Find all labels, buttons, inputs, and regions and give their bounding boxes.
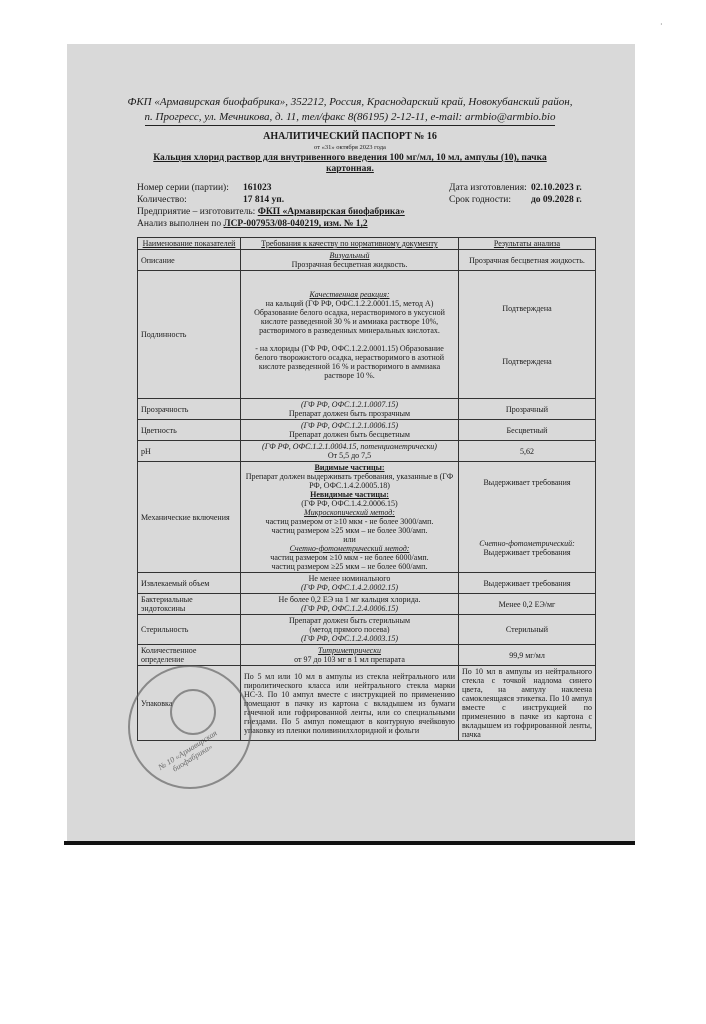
table-row-ph bbox=[138, 441, 596, 462]
row-name: Стерильность bbox=[138, 615, 241, 645]
analysis-label: Анализ выполнен по bbox=[137, 219, 222, 229]
table-row-description bbox=[138, 250, 596, 271]
column-header-parameter: Наименование показателей bbox=[138, 238, 241, 250]
photometric-limit-25: частиц размером ≥25 мкм – не более 600/амп. bbox=[271, 562, 428, 571]
row-result: Выдерживает требования bbox=[459, 573, 596, 594]
reference: (ГФ РФ, ОФС.1.2.1.0006.15) bbox=[300, 421, 399, 430]
table-row-assay bbox=[138, 645, 596, 666]
requirement-text: Препарат должен быть бесцветным bbox=[289, 430, 410, 439]
company-stamp bbox=[128, 665, 252, 789]
row-requirement bbox=[241, 399, 459, 420]
row-name: Механические включения bbox=[138, 462, 241, 573]
quantity-label: Количество: bbox=[137, 195, 187, 205]
passport-title-block bbox=[70, 131, 630, 175]
visible-particles-heading: Видимые частицы: bbox=[314, 463, 385, 472]
requirement-text: От 5,5 до 7,5 bbox=[327, 451, 372, 460]
row-result: По 10 мл в ампулы из нейтрального стекла с точкой надлома синего цвета, на ампулу наклеена самоклеящаяся этикетка. По 10 ампул вместе с инструкцией по применению в пачке из картона с вкладышем из гофрированной ленты, пачка bbox=[459, 666, 596, 741]
series-label: Номер серии (партии): bbox=[137, 183, 229, 193]
page-bottom-rule bbox=[64, 841, 635, 845]
requirement-text: Не более 0,2 ЕЭ на 1 мг кальция хлорида. bbox=[278, 595, 421, 604]
table-row-sterility bbox=[138, 615, 596, 645]
microscopic-method-label: Микроскопический метод: bbox=[304, 508, 395, 517]
row-result bbox=[459, 462, 596, 573]
photometric-method-label: Счетно-фотометрический метод: bbox=[289, 544, 410, 553]
result-chlorides: Подтверждена bbox=[502, 356, 552, 366]
stamp-emblem-icon bbox=[170, 689, 216, 735]
row-requirement bbox=[241, 250, 459, 271]
row-result: 5,62 bbox=[459, 441, 596, 462]
row-name: Извлекаемый объем bbox=[138, 573, 241, 594]
table-row-clarity bbox=[138, 399, 596, 420]
row-name: Количественное определение bbox=[138, 645, 241, 666]
row-result: Бесцветный bbox=[459, 420, 596, 441]
requirement-text: Не менее номинального bbox=[308, 574, 391, 583]
requirement-calcium: на кальций (ГФ РФ, ОФС.1.2.2.0001.15, метод А) Образование белого осадка, нерастворимого в уксусной кислоте разведенной 30 % и аммиака растворе 10%, растворимого в разведенных минеральных кислотах. bbox=[254, 298, 445, 335]
letterhead bbox=[70, 95, 630, 126]
row-name: Упаковка bbox=[138, 666, 241, 741]
row-requirement bbox=[241, 271, 459, 399]
row-result: Прозрачный bbox=[459, 399, 596, 420]
row-name: Подлинность bbox=[138, 271, 241, 399]
reference: (ГФ РФ, ОФС.1.2.1.0004.15, потенциометрически) bbox=[262, 442, 437, 451]
product-name-line-2: картонная. bbox=[326, 164, 374, 174]
passport-title: АНАЛИТИЧЕСКИЙ ПАСПОРТ № 16 bbox=[263, 131, 437, 142]
expiry-value: до 09.2028 г. bbox=[531, 195, 582, 205]
manufacture-date-value: 02.10.2023 г. bbox=[531, 183, 582, 193]
row-requirement bbox=[241, 615, 459, 645]
row-name: Описание bbox=[138, 250, 241, 271]
expiry-label: Срок годности: bbox=[449, 195, 511, 205]
table-row-color bbox=[138, 420, 596, 441]
microscopic-limit-25: частиц размером ≥25 мкм – не более 300/амп. bbox=[271, 526, 428, 535]
reference: (ГФ РФ, ОФС.1.4.2.0006.15) bbox=[301, 499, 398, 508]
row-name: Цветность bbox=[138, 420, 241, 441]
row-result bbox=[459, 271, 596, 399]
method-label: Качественная реакция: bbox=[309, 289, 390, 299]
or-text: или bbox=[343, 535, 356, 544]
row-result: Прозрачная бесцветная жидкость. bbox=[459, 250, 596, 271]
requirement-text: Препарат должен быть прозрачным bbox=[288, 409, 411, 418]
table-header-row bbox=[138, 238, 596, 250]
table-row-mechanical-inclusions bbox=[138, 462, 596, 573]
row-result: Менее 0,2 ЕЭ/мг bbox=[459, 594, 596, 615]
method-label: (метод прямого посева) bbox=[309, 625, 390, 634]
analysis-table bbox=[137, 237, 596, 741]
analysis-line bbox=[137, 219, 368, 230]
analysis-value: ЛСР-007953/08-040219, изм. № 1,2 bbox=[223, 219, 368, 229]
product-name-line-1: Кальция хлорид раствор для внутривенного введения 100 мг/мл, 10 мл, ампулы (10), пачка bbox=[153, 153, 547, 163]
table-row-identity bbox=[138, 271, 596, 399]
manufacturer-label: Предприятие – изготовитель: bbox=[137, 207, 256, 217]
row-name: pH bbox=[138, 441, 241, 462]
manufacture-date-label: Дата изготовления: bbox=[449, 183, 527, 193]
stamp-text: № 10 «Армавирская биофабрика» bbox=[156, 728, 219, 774]
column-header-results: Результаты анализа bbox=[459, 238, 596, 250]
reference: (ГФ РФ, ОФС.1.2.1.0007.15) bbox=[300, 400, 399, 409]
row-requirement bbox=[241, 645, 459, 666]
invisible-particles-heading: Невидимые частицы: bbox=[310, 490, 389, 499]
row-result: Стерильный bbox=[459, 615, 596, 645]
passport-date: от «31» октября 2023 года bbox=[314, 144, 386, 151]
series-value: 161023 bbox=[243, 183, 272, 193]
photometric-result-label: Счетно-фотометрический: bbox=[479, 538, 575, 548]
scan-speck: · bbox=[660, 20, 663, 29]
row-requirement bbox=[241, 441, 459, 462]
table-row-endotoxins bbox=[138, 594, 596, 615]
reference: (ГФ РФ, ОФС.1.2.4.0003.15) bbox=[300, 634, 399, 643]
row-name: Прозрачность bbox=[138, 399, 241, 420]
requirement-text: Препарат должен быть стерильным bbox=[288, 616, 411, 625]
letterhead-line-2: п. Прогресс, ул. Мечникова, д. 11, тел/факс 8(86195) 2-12-11, e-mail: armbio@armbio.bio bbox=[145, 110, 556, 126]
row-requirement bbox=[241, 594, 459, 615]
quantity-value: 17 814 уп. bbox=[243, 195, 285, 205]
photometric-limit-10: частиц размером ≥10 мкм - не более 6000/амп. bbox=[270, 553, 429, 562]
requirement-text: от 97 до 103 мг в 1 мл препарата bbox=[294, 655, 405, 664]
microscopic-limit-10: частиц размером от ≥10 мкм - не более 3000/амп. bbox=[265, 517, 434, 526]
row-requirement bbox=[241, 573, 459, 594]
manufacturer-line bbox=[137, 207, 405, 218]
manufacturer-value: ФКП «Армавирская биофабрика» bbox=[257, 207, 405, 217]
requirement-chlorides: - на хлориды (ГФ РФ, ОФС.1.2.2.0001.15) Образование белого творожистого осадка, нерастворимого в азотной кислоте разведенной 16 % и растворимого в аммиака растворе 10 %. bbox=[254, 343, 445, 380]
reference: (ГФ РФ, ОФС.1.2.4.0006.15) bbox=[300, 604, 399, 613]
row-requirement bbox=[241, 462, 459, 573]
row-requirement: По 5 мл или 10 мл в ампулы из стекла нейтрального или пиролитического класса или нейтрального стекла марки НС-3. По 10 ампул вместе с инструкцией по применению помещают в пачку из картона с вкладышем из бумаги гачечной или гофрированной ленты, или со специальными гнездами. По 5 ампул помещают в контурную ячейковую упаковку из пленки поливинилхлоридной и фольги bbox=[241, 666, 459, 741]
column-header-requirements: Требования к качеству по нормативному документу bbox=[241, 238, 459, 250]
method-label: Титриметрически bbox=[318, 646, 381, 655]
visible-particles-text: Препарат должен выдерживать требования, указанные в (ГФ РФ, ОФС.1.4.2.0005.18) bbox=[245, 472, 454, 490]
table-row-extractable-volume bbox=[138, 573, 596, 594]
row-requirement bbox=[241, 420, 459, 441]
method-label: Визуальный bbox=[329, 251, 370, 260]
row-name: Бактериальные эндотоксины bbox=[138, 594, 241, 615]
reference: (ГФ РФ, ОФС.1.4.2.0002.15) bbox=[300, 583, 399, 592]
row-result: 99,9 мг/мл bbox=[459, 645, 596, 666]
photometric-result: Выдерживает требования bbox=[483, 547, 571, 557]
requirement-text: Прозрачная бесцветная жидкость. bbox=[291, 260, 408, 269]
visible-particles-result: Выдерживает требования bbox=[483, 477, 571, 487]
letterhead-line-1: ФКП «Армавирская биофабрика», 352212, Россия, Краснодарский край, Новокубанский район, bbox=[127, 96, 573, 108]
result-calcium: Подтверждена bbox=[502, 303, 552, 313]
